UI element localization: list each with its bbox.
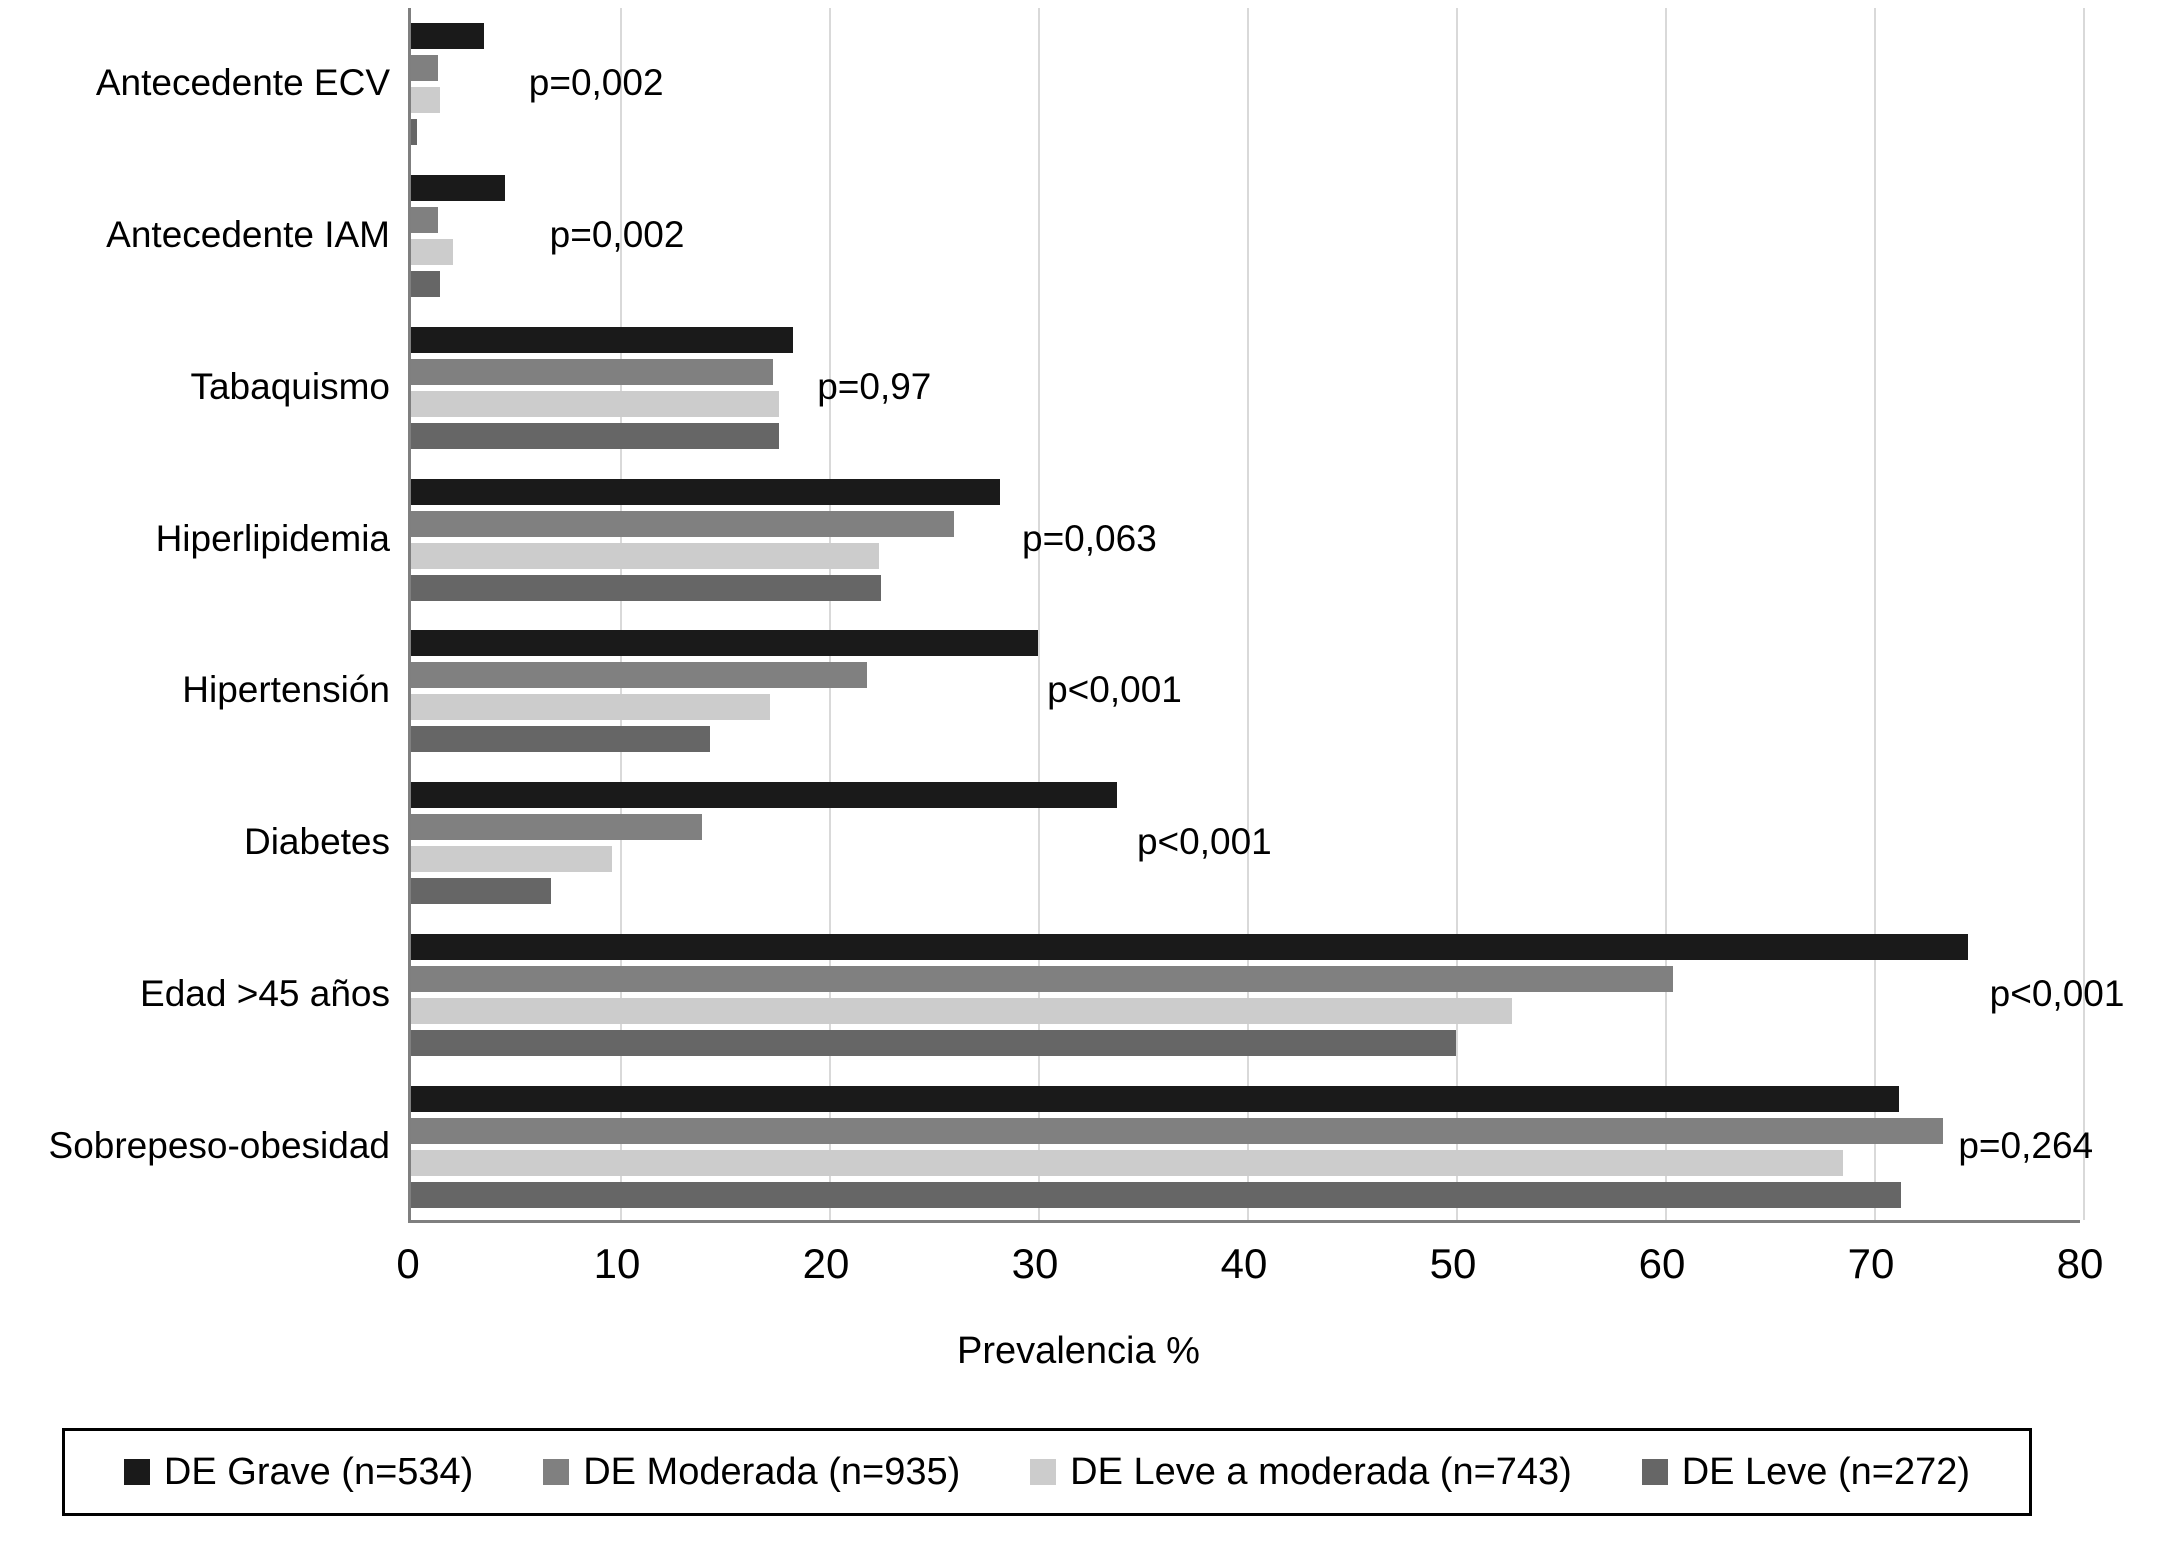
legend-label: DE Moderada (n=935) <box>583 1450 961 1493</box>
bar <box>411 575 881 601</box>
category-label: Edad >45 años <box>140 973 390 1015</box>
legend-swatch-icon <box>1030 1459 1056 1485</box>
bar <box>411 878 551 904</box>
bar <box>411 998 1512 1024</box>
bar-group <box>411 312 2080 464</box>
x-tick-label: 30 <box>1011 1240 1059 1287</box>
bar <box>411 782 1117 808</box>
bar <box>411 694 770 720</box>
pvalue-label: p=0,97 <box>817 365 932 407</box>
x-tick-label: 40 <box>1220 1240 1268 1287</box>
legend-label: DE Leve (n=272) <box>1681 1450 1971 1493</box>
chart-legend <box>62 1428 2032 1516</box>
x-tick-label: 10 <box>593 1240 641 1287</box>
category-label: Hiperlipidemia <box>155 517 390 559</box>
bar <box>411 630 1038 656</box>
gridline <box>2083 8 2085 1220</box>
pvalue-label: p=0,063 <box>1022 517 1157 559</box>
bar-group <box>411 919 2080 1071</box>
bar <box>411 23 484 49</box>
category-label: Antecedente ECV <box>95 61 390 103</box>
bar <box>411 1150 1843 1176</box>
category-label: Antecedente IAM <box>106 213 390 255</box>
bar <box>411 423 779 449</box>
x-tick-label: 50 <box>1429 1240 1477 1287</box>
legend-item <box>1030 1451 1572 1494</box>
bar <box>411 239 453 265</box>
bar <box>411 1086 1899 1112</box>
legend-swatch-icon <box>1642 1459 1668 1485</box>
bar <box>411 119 417 145</box>
bar <box>411 55 438 81</box>
bar <box>411 1182 1901 1208</box>
bar <box>411 966 1673 992</box>
pvalue-label: p<0,001 <box>1047 669 1182 711</box>
bar-group <box>411 1071 2080 1223</box>
x-tick-label: 20 <box>802 1240 850 1287</box>
category-label: Diabetes <box>243 821 390 863</box>
legend-swatch-icon <box>543 1459 569 1485</box>
bar <box>411 207 438 233</box>
bar <box>411 846 612 872</box>
x-tick-label: 70 <box>1847 1240 1895 1287</box>
bar <box>411 479 1000 505</box>
plot-area <box>408 8 2080 1223</box>
bar <box>411 87 440 113</box>
legend-item <box>543 1451 960 1494</box>
legend-item <box>1642 1451 1970 1494</box>
legend-swatch-icon <box>124 1459 150 1485</box>
bar <box>411 391 779 417</box>
bar-group <box>411 464 2080 616</box>
category-label: Sobrepeso-obesidad <box>48 1125 390 1167</box>
bar <box>411 814 702 840</box>
x-tick-label: 80 <box>2056 1240 2104 1287</box>
bar <box>411 662 867 688</box>
legend-label: DE Grave (n=534) <box>163 1450 474 1493</box>
legend-label: DE Leve a moderada (n=743) <box>1070 1450 1572 1493</box>
x-tick-label: 0 <box>396 1240 420 1287</box>
legend-item <box>124 1451 473 1494</box>
bar <box>411 1030 1456 1056</box>
bar <box>411 327 793 353</box>
x-tick-label: 60 <box>1638 1240 1686 1287</box>
pvalue-label: p=0,264 <box>1958 1125 2094 1167</box>
pvalue-label: p<0,001 <box>1989 973 2125 1015</box>
pvalue-label: p=0,002 <box>528 61 664 103</box>
x-axis-title: Prevalencia % <box>957 1330 1200 1372</box>
bar <box>411 271 440 297</box>
bar <box>411 359 773 385</box>
bar-group <box>411 616 2080 768</box>
bar <box>411 934 1968 960</box>
bar <box>411 511 954 537</box>
bar <box>411 1118 1943 1144</box>
pvalue-label: p<0,001 <box>1136 821 1272 863</box>
pvalue-label: p=0,002 <box>549 213 685 255</box>
bar <box>411 175 505 201</box>
bar <box>411 726 710 752</box>
category-label: Tabaquismo <box>190 365 390 407</box>
category-label: Hipertensión <box>182 669 390 711</box>
bar <box>411 543 879 569</box>
